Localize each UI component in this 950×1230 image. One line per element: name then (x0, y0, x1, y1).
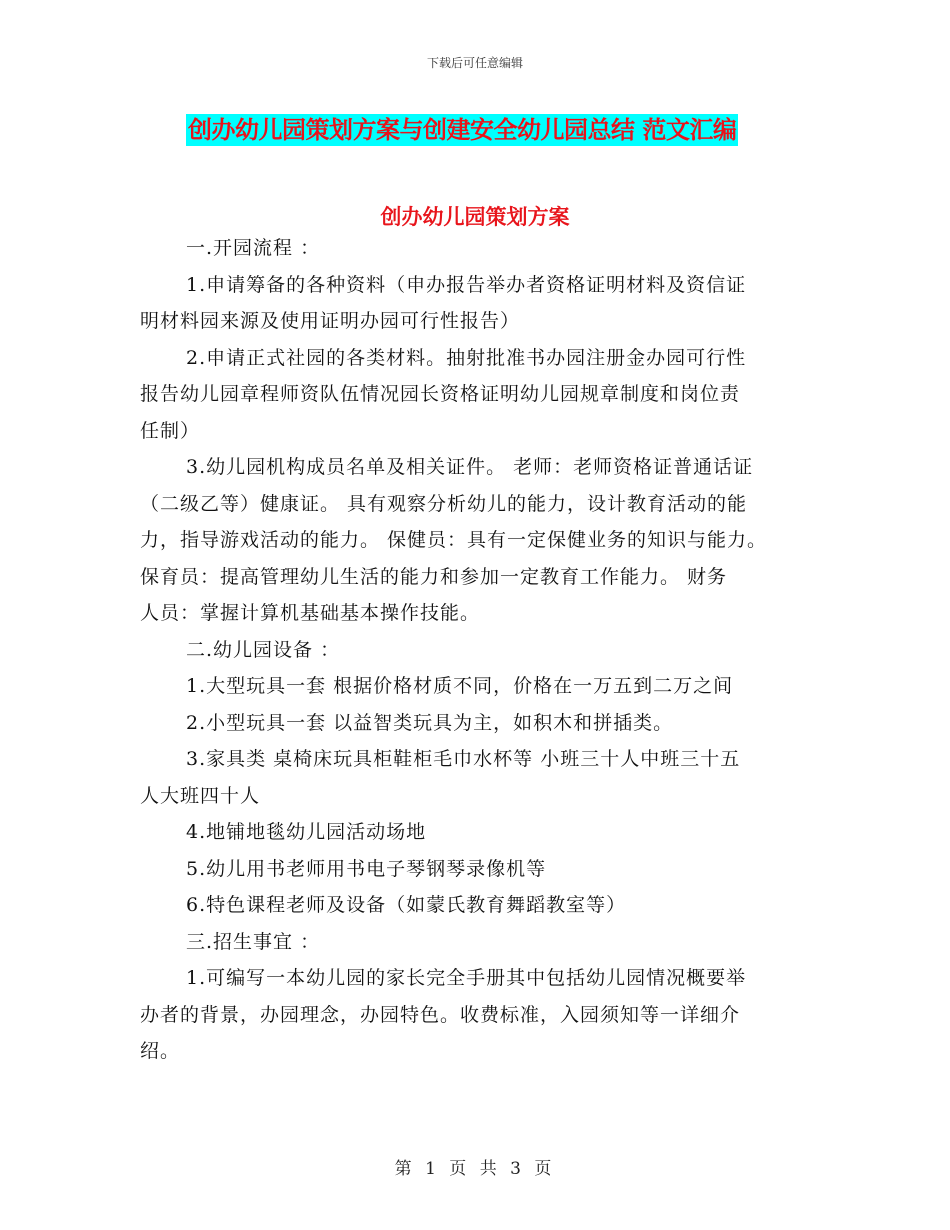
paragraph-line: 任制） (140, 419, 201, 442)
list-item-continuation: 人大班四十人 (140, 784, 261, 807)
paragraph-line: 报告幼儿园章程师资队伍情况园长资格证明幼儿园规章制度和岗位责 (140, 383, 741, 405)
list-item: 6.特色课程老师及设备（如蒙氏教育舞蹈教室等） (186, 894, 627, 916)
paragraph-line: 保育员：提高管理幼儿生活的能力和参加一定教育工作能力。 财务 (140, 565, 728, 588)
paragraph-line: 1.申请筹备的各种资料（申办报告举办者资格证明材料及资信证 (186, 273, 747, 296)
list-item: 5.幼儿用书老师用书电子琴钢琴录像机等 (186, 857, 547, 880)
heading-enrollment: 三.招生事宜 ： (186, 930, 321, 953)
page-header-note: 下载后可任意编辑 (426, 56, 523, 70)
paragraph-line: 办者的背景，办园理念，办园特色。收费标准，入园须知等一详细介 (140, 1003, 741, 1026)
paragraph-line: （二级乙等）健康证。 具有观察分析幼儿的能力，设计教育活动的能 (140, 492, 748, 515)
paragraph-line: 人员：掌握计算机基础基本操作技能。 (140, 602, 481, 624)
section-title: 创办幼儿园策划方案 (380, 205, 570, 229)
heading-opening-process: 一.开园流程 ： (186, 237, 321, 259)
list-item: 3.家具类 桌椅床玩具柜鞋柜毛巾水杯等 小班三十人中班三十五 (186, 748, 741, 770)
page-number-footer: 第 1 页 共 3 页 (394, 1159, 556, 1179)
paragraph-line: 力，指导游戏活动的能力。 保健员：具有一定保健业务的知识与能力。 (140, 529, 768, 551)
paragraph-line: 绍。 (140, 1040, 181, 1062)
paragraph-line: 1.可编写一本幼儿园的家长完全手册其中包括幼儿园情况概要举 (186, 967, 747, 989)
list-item: 4.地铺地毯幼儿园活动场地 (186, 821, 427, 843)
list-item: 1.大型玩具一套 根据价格材质不同，价格在一万五到二万之间 (186, 675, 734, 697)
document-title: 创办幼儿园策划方案与创建安全幼儿园总结 范文汇编 (188, 116, 737, 144)
paragraph-line: 明材料园来源及使用证明办园可行性报告） (140, 310, 521, 332)
paragraph-line: 3.幼儿园机构成员名单及相关证件。 老师：老师资格证普通话证 (186, 456, 754, 478)
list-item: 2.小型玩具一套 以益智类玩具为主，如积木和拼插类。 (186, 711, 674, 734)
paragraph-line: 2.申请正式社园的各类材料。抽射批准书办园注册金办园可行性 (186, 346, 747, 369)
document-body (140, 230, 820, 1070)
heading-equipment: 二.幼儿园设备 ： (186, 638, 341, 661)
